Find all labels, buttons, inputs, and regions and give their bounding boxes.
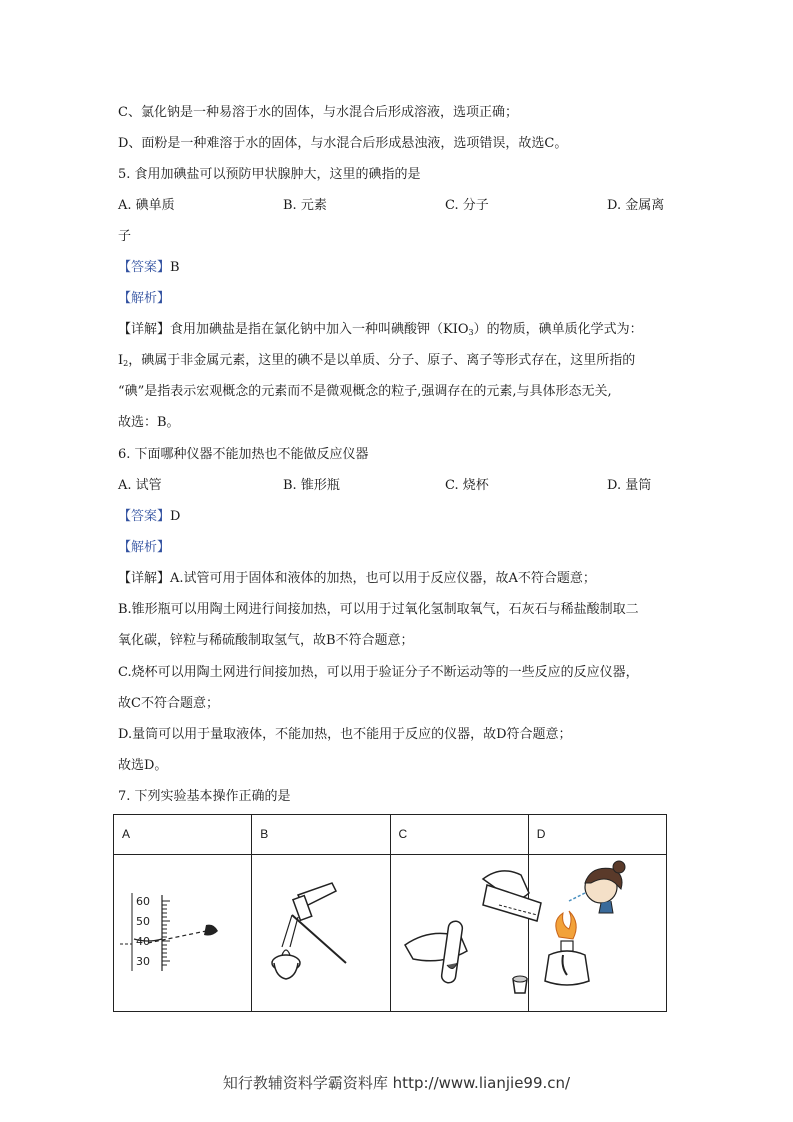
q5-detail-line-2: [118, 352, 635, 373]
q6-answer: [118, 508, 180, 526]
analysis-tag: 【解析】: [118, 540, 171, 555]
scale-label: 50: [136, 915, 150, 928]
detail-text: ）的物质，碘单质化学式为：: [473, 322, 643, 337]
q6-option-b: B. 锥形瓶: [283, 478, 340, 493]
q6-detail-a: [118, 570, 596, 588]
graduated-cylinder-reading-illustration: [114, 855, 244, 1011]
subscript: 2: [123, 359, 129, 368]
q6-option-c: C. 烧杯: [445, 478, 489, 493]
header-cell-d: D: [528, 815, 666, 855]
header-cell-c: C: [390, 815, 528, 855]
eye-icon: [204, 925, 218, 936]
footer-watermark: 知行教辅资料学霸资料库 http://www.lianjie99.cn/: [222, 1074, 571, 1092]
blowing-out-alcohol-lamp-illustration: [529, 855, 647, 1011]
q5-analysis-tag: [118, 290, 170, 308]
q6-detail-d: D.量筒可以用于量取液体，不能加热，也不能用于反应的仪器，故D符合题意；: [118, 727, 572, 742]
d-option-note: D、面粉是一种难溶于水的固体，与水混合后形成悬浊液，选项错误，故选C。: [118, 136, 568, 151]
analysis-tag: 【解析】: [118, 291, 171, 306]
question-7-stem: 7. 下列实验基本操作正确的是: [118, 789, 291, 804]
question-5-stem: 5. 食用加碘盐可以预防甲状腺肿大，这里的碘指的是: [118, 167, 421, 182]
header-cell-a: A: [114, 815, 252, 855]
figure-cell-b: [252, 855, 390, 1012]
answer-tag: 【答案】: [118, 260, 171, 275]
q6-analysis-tag: [118, 539, 170, 557]
figure-cell-c: [390, 855, 528, 1012]
q5-option-c: C. 分子: [445, 198, 489, 213]
scale-label: 60: [136, 895, 150, 908]
q6-option-a: A. 试管: [118, 478, 162, 493]
answer-value: D: [170, 509, 181, 524]
q6-detail-c1: C.烧杯可以用陶土网进行间接加热，可以用于验证分子不断运动等的一些反应的反应仪器，: [118, 665, 639, 680]
q5-detail-line-1: [118, 321, 643, 342]
figure-cell-a: [114, 855, 252, 1012]
detail-text: ，碘属于非金属元素，这里的碘不是以单质、分子、原子、离子等形式存在，这里所指的: [128, 353, 636, 368]
detail-text: A.试管可用于固体和液体的加热，也可以用于反应仪器，故A不符合题意；: [170, 571, 596, 586]
q6-detail-c2: 故C不符合题意；: [118, 696, 219, 711]
scale-label: 30: [136, 955, 150, 968]
header-cell-b: B: [252, 815, 390, 855]
detail-text: 食用加碘盐是指在氯化钠中加入一种叫碘酸钾（KIO: [170, 322, 469, 337]
alcohol-lamp-icon: [545, 951, 589, 985]
answer-value: B: [170, 260, 180, 275]
q5-detail-line-4: 故选：B。: [118, 415, 180, 430]
q5-detail-line-3: “碘”是指表示宏观概念的元素而不是微观概念的粒子,强调存在的元素,与具体形态无关,: [118, 384, 612, 399]
answer-tag: 【答案】: [118, 509, 171, 524]
c-option-note: C、氯化钠是一种易溶于水的固体，与水混合后形成溶液，选项正确；: [118, 105, 518, 120]
detail-tag: 【详解】: [118, 322, 171, 337]
scale-label: 40: [136, 935, 150, 948]
subscript: 3: [468, 328, 474, 337]
q6-option-d: D. 量筒: [607, 478, 652, 493]
operations-figure-table: [113, 814, 667, 1012]
q6-detail-b1: B.锥形瓶可以用陶土网进行间接加热，可以用于过氧化氢制取氧气，石灰石与稀盐酸制取二: [118, 602, 639, 617]
flame-icon: [556, 911, 576, 939]
q6-conclusion: 故选D。: [118, 758, 168, 773]
q5-option-d-wrap: 子: [118, 229, 132, 244]
detail-text: I: [118, 353, 124, 368]
detail-tag: 【详解】: [118, 571, 171, 586]
q5-answer: [118, 259, 180, 277]
figure-cell-d: [528, 855, 666, 1012]
test-tube-heating-illustration: [252, 855, 374, 1011]
question-6-stem: 6. 下面哪种仪器不能加热也不能做反应仪器: [118, 447, 369, 462]
q6-detail-b2: 氧化碳，锌粒与稀硫酸制取氢气，故B不符合题意；: [118, 633, 414, 648]
q5-option-a: A. 碘单质: [118, 198, 175, 213]
q5-option-b: B. 元素: [283, 198, 327, 213]
q5-option-d: D. 金属离: [607, 198, 665, 213]
